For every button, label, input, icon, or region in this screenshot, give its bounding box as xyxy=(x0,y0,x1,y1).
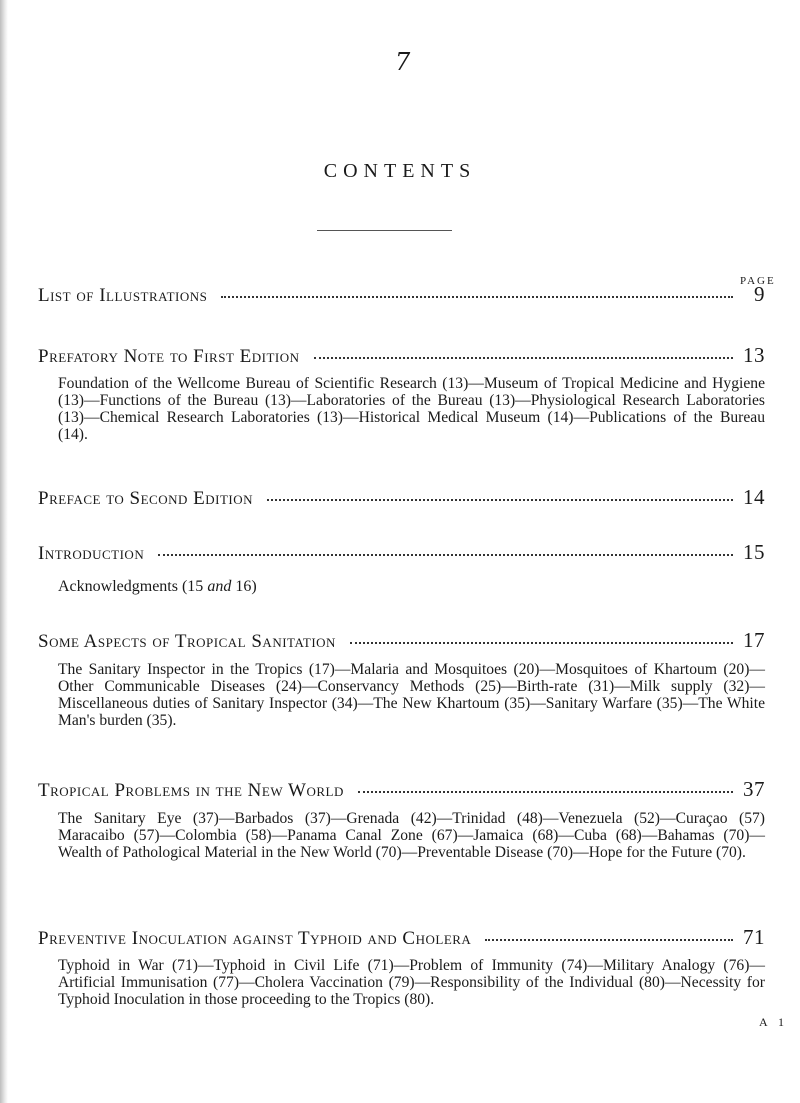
toc-entry-title: Some Aspects of Tropical Sanitation xyxy=(38,631,336,652)
toc-entry-preventive-inoculation[interactable] xyxy=(38,925,765,950)
toc-entry-title: Preface to Second Edition xyxy=(38,488,254,509)
toc-entry-description: The Sanitary Eye (37)—Barbados (37)—Grenada (42)—Trinidad (48)—Venezuela (52)—Curaçao (57) Maracaibo (57)—Colombia (58)—Panama Canal Zone (67)—Jamaica (68)—Cuba (68)—Bahamas (70)—Wealth of Pathological Material in the New World (70)—Preventable Disease (70)—Hope for the Future (70). xyxy=(58,810,765,861)
dot-leader xyxy=(485,938,733,941)
toc-entry-title: Preventive Inoculation against Typhoid and Cholera xyxy=(38,928,472,949)
toc-entry-introduction[interactable] xyxy=(38,540,765,565)
toc-entry-description: The Sanitary Inspector in the Tropics (17)—Malaria and Mosquitoes (20)—Mosquitoes of Khartoum (20)—Other Communicable Diseases (24)—Conservancy Methods (25)—Birth-rate (31)—Milk supply (32)—Miscellaneous duties of Sanitary Inspector (34)—The New Khartoum (35)—Sanitary Warfare (35)—The White Man's burden (35). xyxy=(58,661,765,729)
toc-entry-description: Foundation of the Wellcome Bureau of Scientific Research (13)—Museum of Tropical Medicine and Hygiene (13)—Functions of the Bureau (13)—Laboratories of the Bureau (13)—Physiological Research Laboratories (13)—Chemical Research Laboratories (13)—Historical Medical Museum (14)—Publications of the Bureau (14). xyxy=(58,375,765,443)
dot-leader xyxy=(158,553,733,556)
toc-entry-list-of-illustrations[interactable] xyxy=(38,282,765,307)
page-column-label: PAGE xyxy=(740,275,776,287)
toc-entry-title: Tropical Problems in the New World xyxy=(38,780,344,801)
toc-entry-page: 37 xyxy=(743,777,765,801)
toc-entry-title: Prefatory Note to First Edition xyxy=(38,346,300,367)
toc-entry-page: 9 xyxy=(754,282,765,306)
dot-leader xyxy=(314,356,733,359)
toc-entry-page: 71 xyxy=(743,925,765,949)
toc-entry-page: 15 xyxy=(743,540,765,564)
toc-entry-tropical-sanitation[interactable] xyxy=(38,628,765,653)
toc-entry-new-world[interactable] xyxy=(38,777,765,802)
toc-entry-preface-second-edition[interactable] xyxy=(38,485,765,510)
toc-entry-prefatory-note[interactable] xyxy=(38,343,765,368)
dot-leader xyxy=(350,641,733,644)
toc-entry-page: 14 xyxy=(743,485,765,509)
acknowledgments-suffix: 16) xyxy=(231,578,257,595)
contents-heading: CONTENTS xyxy=(323,160,477,182)
acknowledgments-prefix: Acknowledgments (15 xyxy=(58,578,208,595)
signature-mark: A 1 xyxy=(759,1015,789,1029)
acknowledgments-italic: and xyxy=(207,578,232,595)
toc-entry-page: 13 xyxy=(743,343,765,367)
toc-entry-description: Typhoid in War (71)—Typhoid in Civil Life (71)—Problem of Immunity (74)—Military Analogy (76)—Artificial Immunisation (77)—Cholera Vaccination (79)—Responsibility of the Individual (80)—Necessity for Typhoid Inoculation in those proceeding to the Tropics (80). xyxy=(58,957,765,1008)
toc-entry-page: 17 xyxy=(743,628,765,652)
toc-entry-title: Introduction xyxy=(38,543,145,564)
toc-entry-title: List of Illustrations xyxy=(38,285,208,306)
heading-rule xyxy=(317,230,452,231)
page-number: 7 xyxy=(395,48,411,76)
dot-leader xyxy=(221,295,733,298)
dot-leader xyxy=(358,790,733,793)
acknowledgments-line xyxy=(58,578,257,596)
dot-leader xyxy=(267,498,733,501)
